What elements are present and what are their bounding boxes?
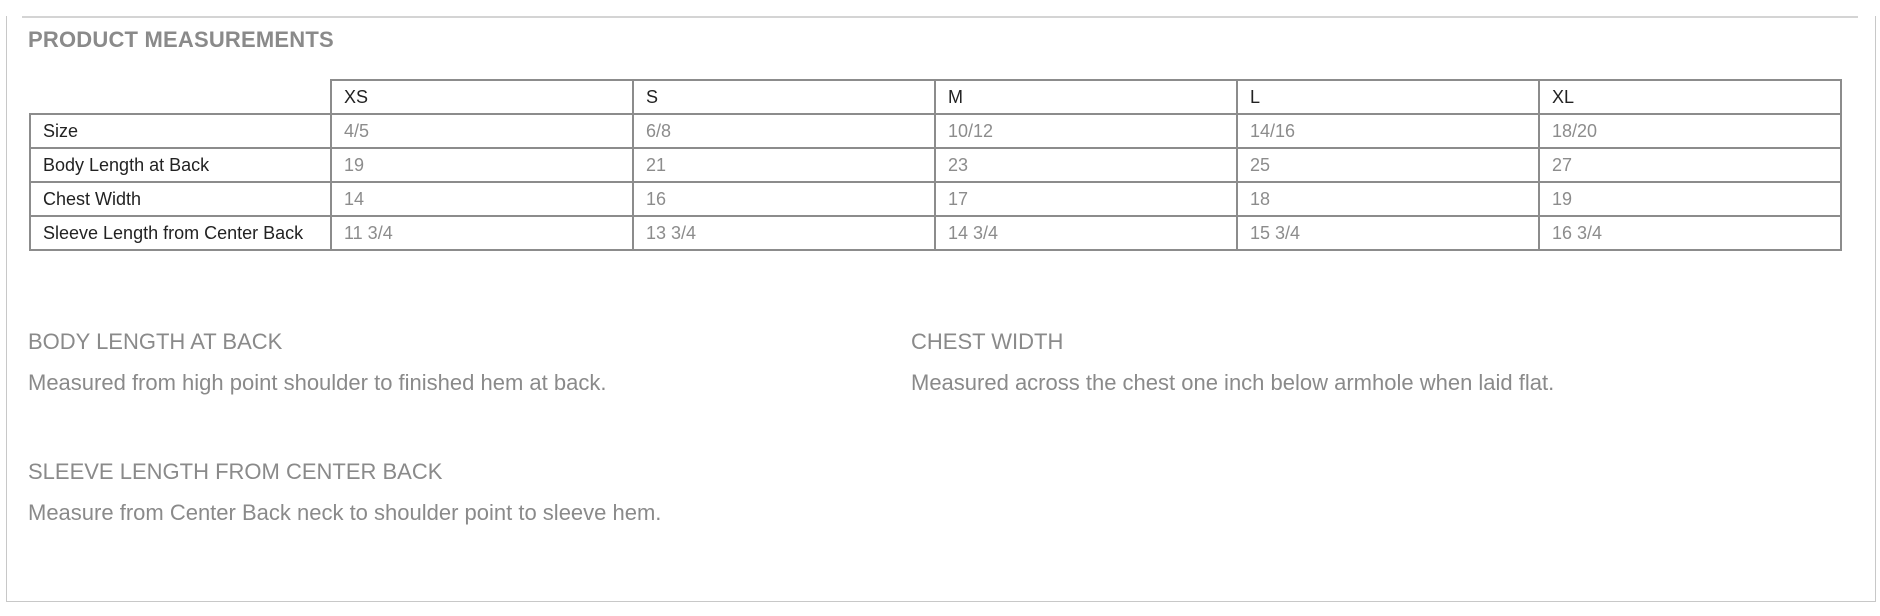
table-row — [30, 182, 1841, 216]
table-cell: 18/20 — [1539, 114, 1841, 148]
table-cell: 10/12 — [935, 114, 1237, 148]
measurements-table — [29, 79, 1842, 251]
table-cell: 18 — [1237, 182, 1539, 216]
chest-width-title: CHEST WIDTH — [911, 329, 1064, 354]
row-label-body-length: Body Length at Back — [30, 148, 331, 182]
table-cell: 19 — [331, 148, 633, 182]
table-cell: 13 3/4 — [633, 216, 935, 250]
table-cell: 17 — [935, 182, 1237, 216]
table-cell: 19 — [1539, 182, 1841, 216]
table-cell: 11 3/4 — [331, 216, 633, 250]
table-cell: 14/16 — [1237, 114, 1539, 148]
table-cell: 14 — [331, 182, 633, 216]
row-label-chest-width: Chest Width — [30, 182, 331, 216]
table-cell: 23 — [935, 148, 1237, 182]
table-cell: 14 3/4 — [935, 216, 1237, 250]
table-corner-cell — [30, 80, 331, 114]
top-divider — [22, 16, 1858, 18]
table-header-row — [30, 80, 1841, 114]
column-header-m: M — [935, 80, 1237, 114]
table-cell: 27 — [1539, 148, 1841, 182]
table-cell: 15 3/4 — [1237, 216, 1539, 250]
table-row — [30, 114, 1841, 148]
column-header-xs: XS — [331, 80, 633, 114]
chest-width-description: Measured across the chest one inch below armhole when laid flat. — [911, 370, 1555, 395]
body-length-title: BODY LENGTH AT BACK — [28, 329, 283, 354]
table-cell: 16 — [633, 182, 935, 216]
table-row — [30, 216, 1841, 250]
table-cell: 4/5 — [331, 114, 633, 148]
page-title: PRODUCT MEASUREMENTS — [28, 27, 334, 52]
table-cell: 25 — [1237, 148, 1539, 182]
row-label-size: Size — [30, 114, 331, 148]
column-header-l: L — [1237, 80, 1539, 114]
table-row — [30, 148, 1841, 182]
sleeve-length-description: Measure from Center Back neck to shoulder point to sleeve hem. — [28, 500, 662, 525]
column-header-xl: XL — [1539, 80, 1841, 114]
sleeve-length-title: SLEEVE LENGTH FROM CENTER BACK — [28, 459, 443, 484]
row-label-sleeve-length: Sleeve Length from Center Back — [30, 216, 331, 250]
table-cell: 6/8 — [633, 114, 935, 148]
table-cell: 16 3/4 — [1539, 216, 1841, 250]
body-length-description: Measured from high point shoulder to finished hem at back. — [28, 370, 607, 395]
column-header-s: S — [633, 80, 935, 114]
table-cell: 21 — [633, 148, 935, 182]
